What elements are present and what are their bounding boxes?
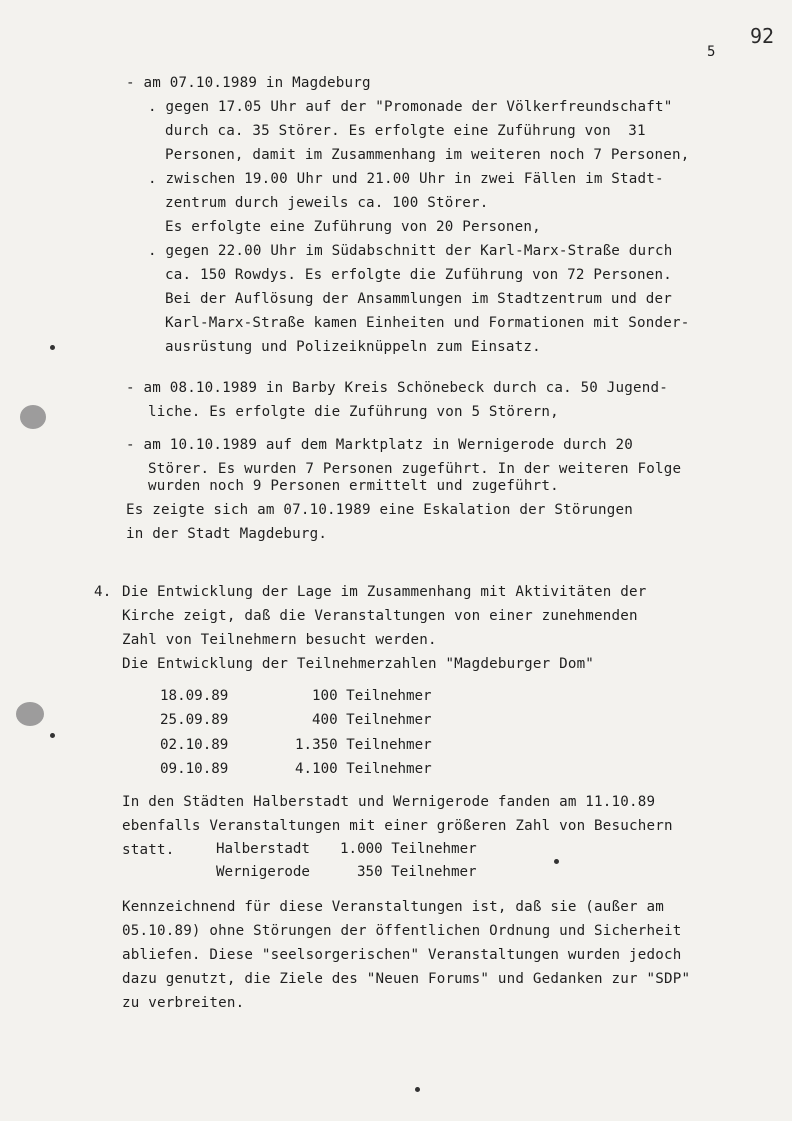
closing-line: abliefen. Diese "seelsorgerischen" Veranstaltungen wurden jedoch [122, 947, 682, 963]
event-line: durch ca. 35 Störer. Es erfolgte eine Zuführung von 31 [165, 123, 646, 139]
scan-speck [50, 733, 55, 738]
table-value: 400 Teilnehmer [312, 712, 432, 728]
event-line: Personen, damit im Zusammenhang im weiteren noch 7 Personen, [165, 147, 690, 163]
city-value: 350 Teilnehmer [357, 864, 477, 880]
event-line: . gegen 17.05 Uhr auf der "Promonade der Völkerfreundschaft" [148, 99, 673, 115]
closing-line: 05.10.89) ohne Störungen der öffentlichen Ordnung und Sicherheit [122, 923, 682, 939]
event-line: Störer. Es wurden 7 Personen zugeführt. In der weiteren Folge [148, 461, 682, 477]
table-value: 100 Teilnehmer [312, 688, 432, 704]
event-line: - am 08.10.1989 in Barby Kreis Schönebeck durch ca. 50 Jugend- [126, 380, 668, 396]
table-caption: Die Entwicklung der Teilnehmerzahlen "Magdeburger Dom" [122, 656, 595, 672]
event-line: Karl-Marx-Straße kamen Einheiten und Formationen mit Sonder- [165, 315, 690, 331]
scan-speck [415, 1087, 420, 1092]
page-number-small: 5 [707, 44, 716, 60]
closing-line: Kennzeichnend für diese Veranstaltungen ist, daß sie (außer am [122, 899, 664, 915]
table-date: 25.09.89 [160, 712, 229, 728]
event-line: . zwischen 19.00 Uhr und 21.00 Uhr in zwei Fällen im Stadt- [148, 171, 664, 187]
cities-line: ebenfalls Veranstaltungen mit einer größeren Zahl von Besuchern [122, 818, 673, 834]
event-line: liche. Es erfolgte die Zuführung von 5 Störern, [148, 404, 559, 420]
event-line: wurden noch 9 Personen ermittelt und zugeführt. [148, 478, 559, 494]
event-line: - am 10.10.1989 auf dem Marktplatz in Wernigerode durch 20 [126, 437, 634, 453]
cities-statt: statt. [122, 842, 175, 858]
event-line: ca. 150 Rowdys. Es erfolgte die Zuführung von 72 Personen. [165, 267, 673, 283]
table-value: 4.100 Teilnehmer [295, 761, 432, 777]
section-intro-line: Die Entwicklung der Lage im Zusammenhang mit Aktivitäten der [122, 584, 647, 600]
event-line: - am 07.10.1989 in Magdeburg [126, 75, 371, 91]
scan-speck [554, 859, 559, 864]
summary-line: Es zeigte sich am 07.10.1989 eine Eskalation der Störungen [126, 502, 634, 518]
section-number: 4. [94, 584, 112, 600]
event-line: . gegen 22.00 Uhr im Südabschnitt der Karl-Marx-Straße durch [148, 243, 673, 259]
page-number-large: 92 [750, 24, 775, 48]
city-value: 1.000 Teilnehmer [340, 841, 477, 857]
table-value: 1.350 Teilnehmer [295, 737, 432, 753]
city-name: Halberstadt [216, 841, 310, 857]
closing-line: zu verbreiten. [122, 995, 245, 1011]
punch-hole-mark [20, 405, 46, 429]
event-line: Bei der Auflösung der Ansammlungen im Stadtzentrum und der [165, 291, 673, 307]
event-line: Es erfolgte eine Zuführung von 20 Personen, [165, 219, 541, 235]
table-date: 02.10.89 [160, 737, 229, 753]
section-intro-line: Kirche zeigt, daß die Veranstaltungen von einer zunehmenden [122, 608, 638, 624]
cities-line: In den Städten Halberstadt und Wernigerode fanden am 11.10.89 [122, 794, 656, 810]
event-line: zentrum durch jeweils ca. 100 Störer. [165, 195, 489, 211]
city-name: Wernigerode [216, 864, 310, 880]
closing-line: dazu genutzt, die Ziele des "Neuen Forums" und Gedanken zur "SDP" [122, 971, 691, 987]
section-intro-line: Zahl von Teilnehmern besucht werden. [122, 632, 437, 648]
punch-hole-mark [16, 702, 44, 726]
table-date: 18.09.89 [160, 688, 229, 704]
summary-line: in der Stadt Magdeburg. [126, 526, 328, 542]
scan-speck [50, 345, 55, 350]
event-line: ausrüstung und Polizeiknüppeln zum Einsatz. [165, 339, 541, 355]
table-date: 09.10.89 [160, 761, 229, 777]
